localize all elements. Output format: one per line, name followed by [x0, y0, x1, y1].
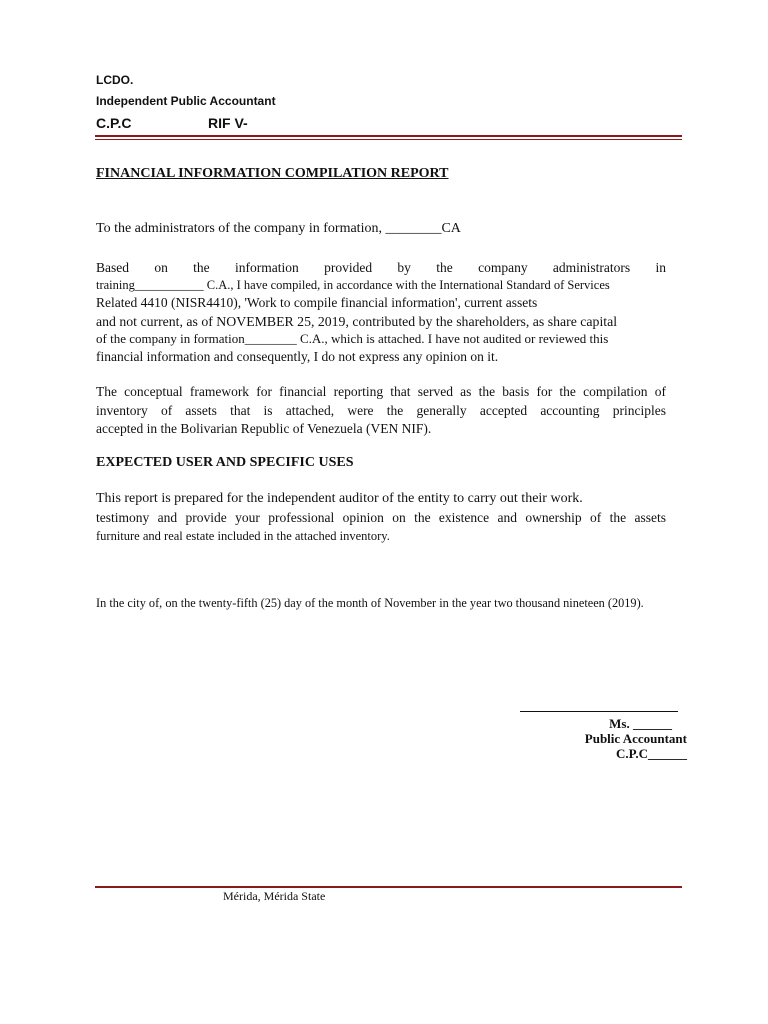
paragraph-1-line-2: training___________ C.A., I have compiled, in accordance with the International Standard of Services	[96, 278, 610, 292]
paragraph-1-line-6: financial information and consequently, I do not express any opinion on it.	[96, 349, 499, 364]
footer-rule	[95, 886, 682, 888]
header-role: Independent Public Accountant	[96, 94, 276, 108]
header-title: LCDO.	[96, 73, 134, 87]
addressee-blank: ________	[385, 221, 442, 236]
addressee-text: To the administrators of the company in formation,	[96, 221, 386, 236]
signature-cpc: C.P.C______	[615, 746, 687, 761]
paragraph-1-line-4: and not current, as of NOVEMBER 25, 2019, contributed by the shareholders, as share capital	[96, 314, 618, 329]
paragraph-2-line-1: The conceptual framework for financial reporting that served as the basis for the compilation of	[96, 384, 666, 399]
closing-statement: In the city of, on the twenty-fifth (25) day of the month of November in the year two thousand nineteen (2019).	[96, 596, 644, 610]
addressee-suffix: CA	[441, 221, 461, 236]
footer-location: Mérida, Mérida State	[223, 889, 326, 903]
paragraph-1-line-3: Related 4410 (NISR4410), 'Work to compile financial information', current assets	[96, 295, 538, 310]
section-heading: EXPECTED USER AND SPECIFIC USES	[96, 455, 354, 470]
report-title: FINANCIAL INFORMATION COMPILATION REPORT	[96, 166, 449, 181]
paragraph-3-line-2: testimony and provide your professional opinion on the existence and ownership of the assets	[96, 510, 666, 525]
paragraph-1-line-5: of the company in formation________ C.A., which is attached. I have not audited or reviewed this	[96, 331, 609, 346]
signature-line	[520, 711, 678, 712]
paragraph-3-line-3: furniture and real estate included in the attached inventory.	[96, 529, 390, 543]
signature-title: Public Accountant	[584, 731, 687, 746]
header-rif: RIF V-	[208, 115, 248, 131]
addressee	[96, 221, 461, 237]
paragraph-3-line-1: This report is prepared for the independent auditor of the entity to carry out their work.	[96, 491, 583, 506]
signature-name: Ms. ______	[609, 716, 672, 731]
paragraph-1-line-1: Based on the information provided by the company administrators in	[96, 260, 666, 275]
paragraph-2-line-2: inventory of assets that is attached, were the generally accepted accounting principles	[96, 403, 666, 418]
header-rule-top	[95, 135, 682, 137]
paragraph-2-line-3: accepted in the Bolivarian Republic of Venezuela (VEN NIF).	[96, 421, 432, 436]
header-rule-bottom	[95, 139, 682, 140]
header-cpc: C.P.C	[96, 115, 132, 131]
